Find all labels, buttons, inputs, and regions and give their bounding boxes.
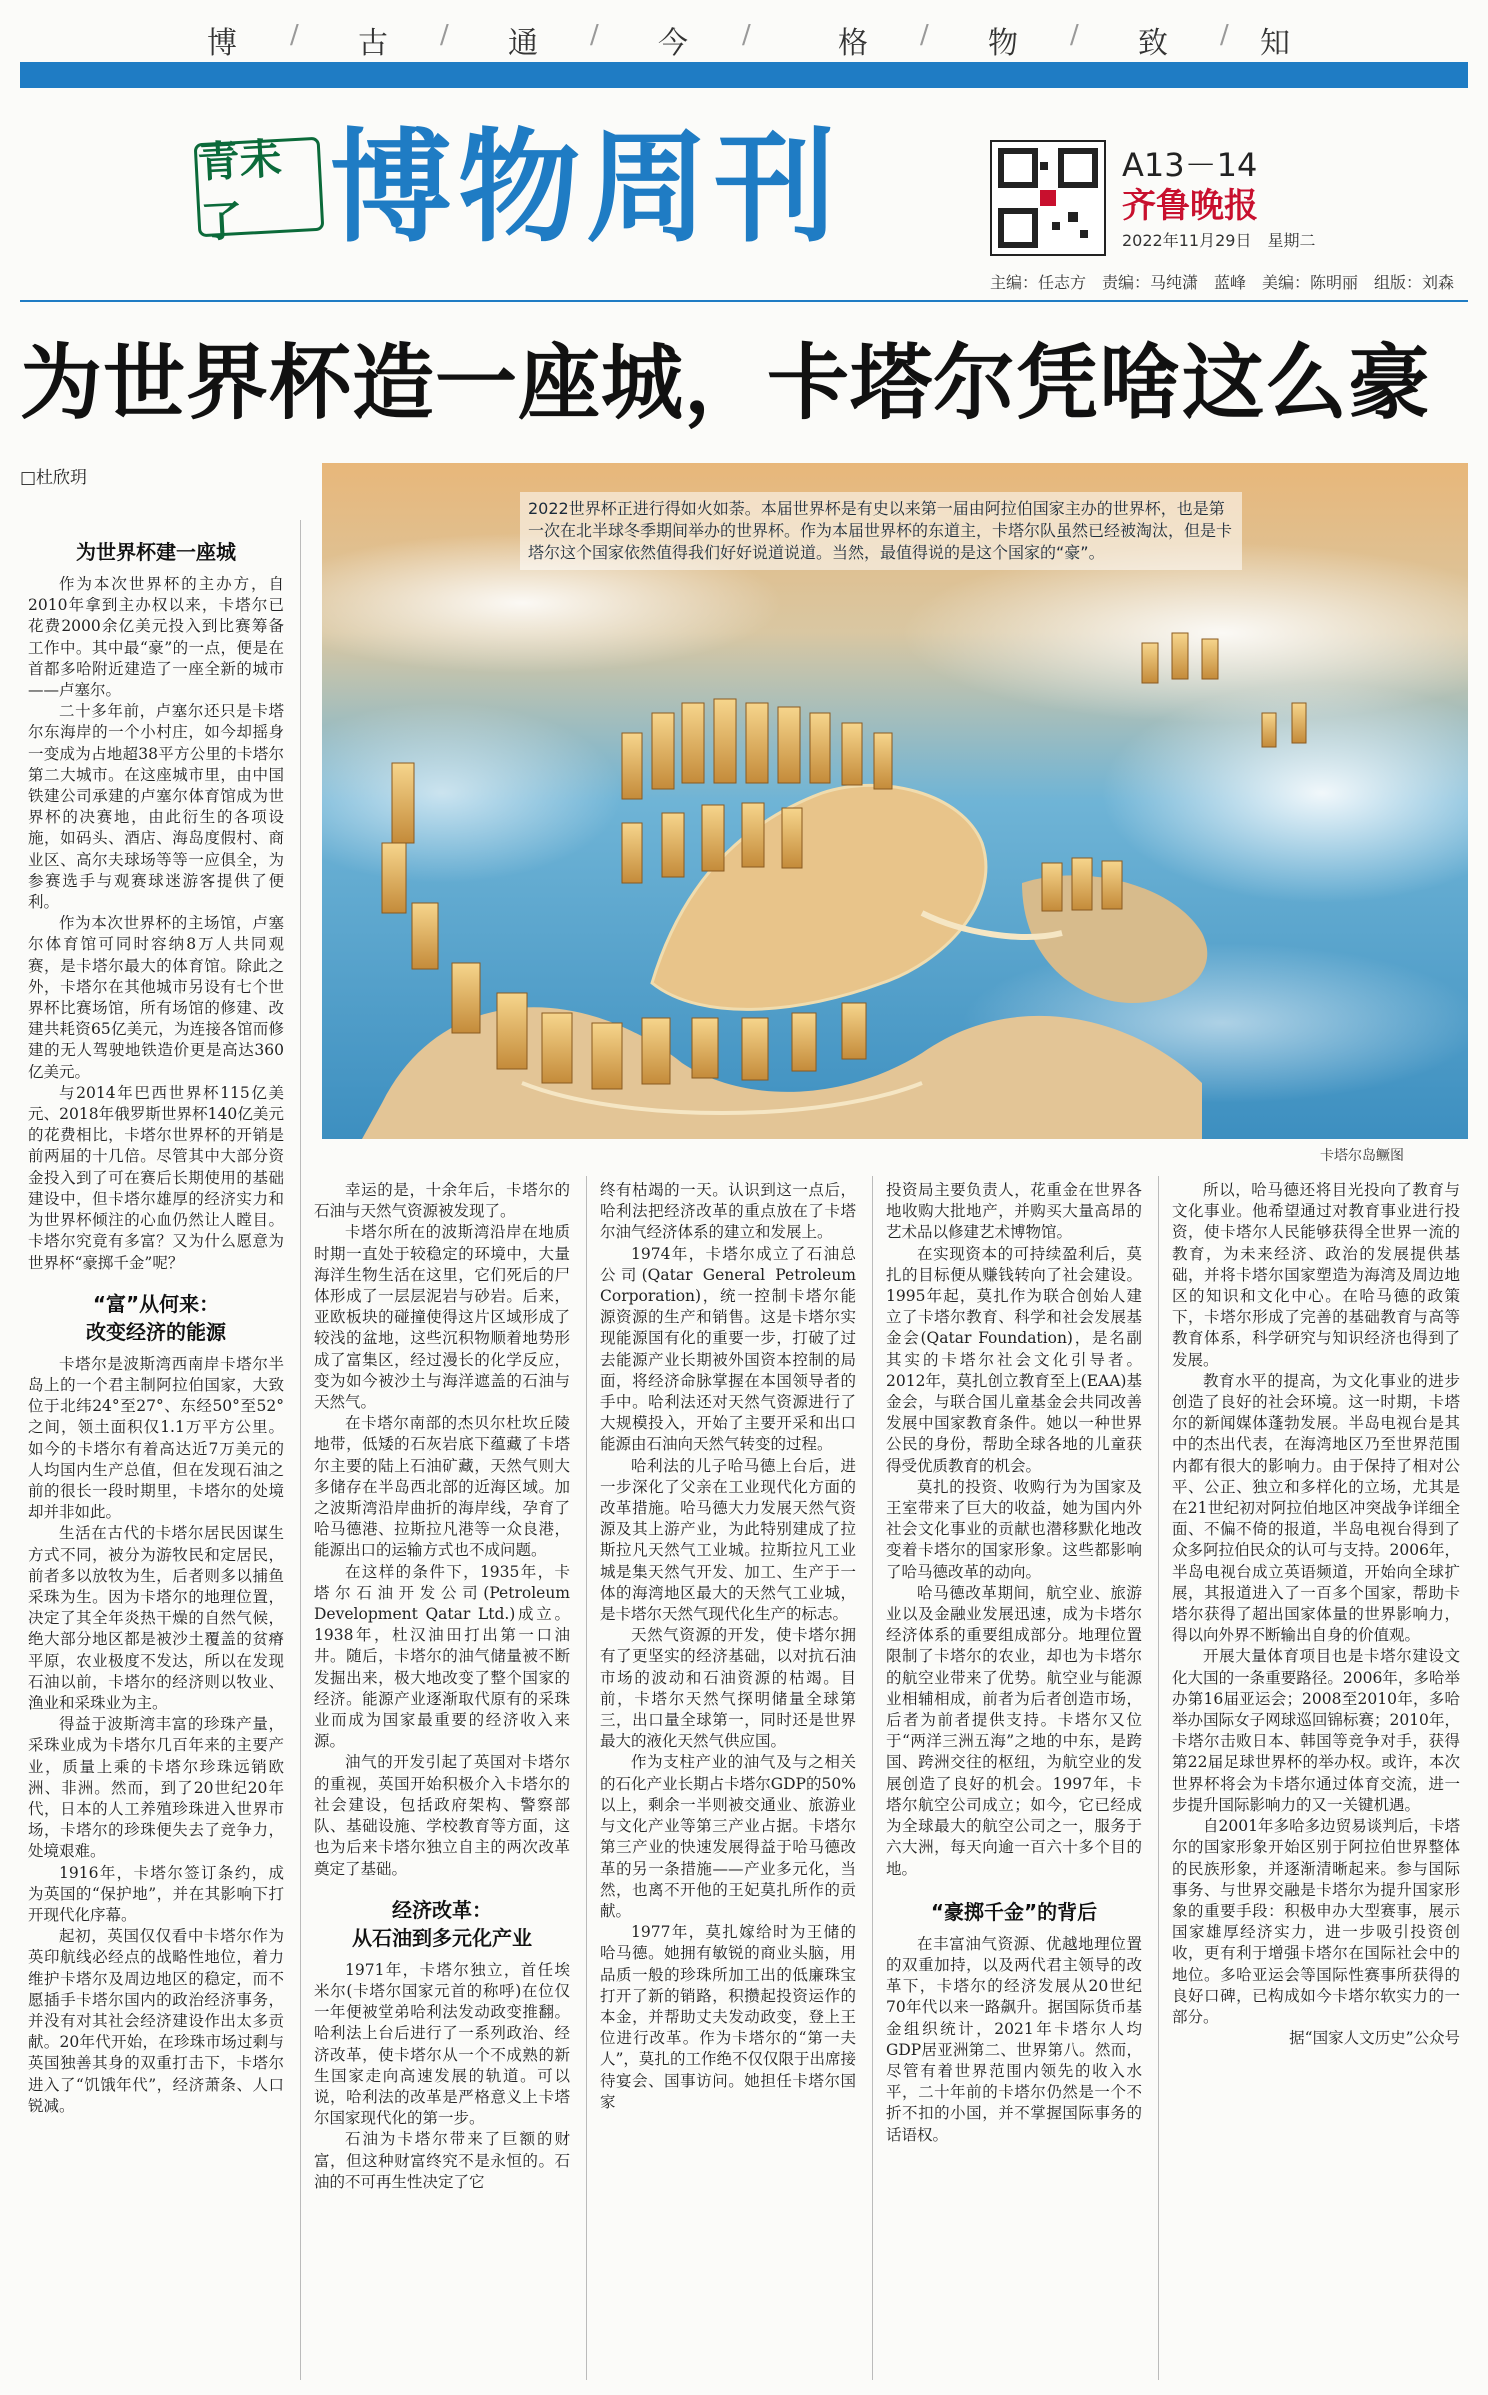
paragraph: 得益于波斯湾丰富的珍珠产量，采珠业成为卡塔尔几百年来的主要产业，质量上乘的卡塔尔珍珠远销欧洲、非洲。然而，到了20世纪20年代，日本的人工养殖珍珠进入世界市场，卡塔尔的珍珠便失去了竞争力，处境艰难。 <box>28 1715 284 1861</box>
paragraph: 作为本次世界杯的主场馆，卢塞尔体育馆可同时容纳8万人共同观赛，是卡塔尔最大的体育馆。除此之外，卡塔尔在其他城市另设有七个世界杯比赛场馆，所有场馆的修建、改建共耗资65亿美元，为连接各馆而修建的无人驾驶地铁造价更是高达360亿美元。 <box>28 914 284 1081</box>
section-logo: 青未了 <box>194 137 325 237</box>
editor-credits: 主编：任志方 责编：马纯潇 蓝峰 美编：陈明丽 组版：刘森 <box>990 273 1455 292</box>
article-column-5 <box>1172 1180 1460 2049</box>
newspaper-name: 齐鲁晚报 <box>1122 186 1258 226</box>
paragraph: 在丰富油气资源、优越地理位置的双重加持，以及两代君主领导的改革下，卡塔尔的经济发展从20世纪70年代以来一路飙升。据国际货币基金组织统计，2021年卡塔尔人均GDP居亚洲第二、世界第八。然而，尽管有着世界范围内领先的收入水平，二十年前的卡塔尔仍然是一个不折不扣的小国，并不掌握国际事务的话语权。 <box>886 1934 1142 2144</box>
paragraph: 终有枯竭的一天。认识到这一点后，哈利法把经济改革的重点放在了卡塔尔油气经济体系的建立和发展上。 <box>600 1181 856 1242</box>
paragraph: 1977年，莫扎嫁给时为王储的哈马德。她拥有敏锐的商业头脑，用品质一般的珍珠所加工出的低廉珠宝打开了新的销路，积攒起投资运作的本金，并帮助丈夫发动政变，登上王位进行改革。作为卡塔尔的“第一夫人”，莫扎的工作绝不仅仅限于出席接待宴会、国事访问。她担任卡塔尔国家 <box>600 1923 856 2111</box>
motto-char: 格 <box>838 26 868 61</box>
article-column-4 <box>886 1180 1142 2146</box>
motto-char: 物 <box>988 26 1018 61</box>
subheading: 从石油到多元化产业 <box>352 1925 532 1950</box>
column-rule <box>300 520 301 2380</box>
article-column-1 <box>28 528 284 2117</box>
paragraph: 二十多年前，卢塞尔还只是卡塔尔东海岸的一个小村庄，如今却摇身一变成为占地超38平方公里的卡塔尔第二大城市。在这座城市里，由中国铁建公司承建的卢塞尔体育馆成为世界杯的决赛地，由此衍生的各项设施，如码头、酒店、海岛度假村、商业区、高尔夫球场等等一应俱全，为参赛选手与观赛球迷游客提供了便利。 <box>28 702 284 912</box>
paragraph: 油气的开发引起了英国对卡塔尔的重视，英国开始积极介入卡塔尔的社会建设，包括政府架构、警察部队、基础设施、学校教育等方面，这也为后来卡塔尔独立自主的两次改革奠定了基础。 <box>314 1753 570 1878</box>
paragraph: 所以，哈马德还将目光投向了教育与文化事业。他希望通过对教育事业进行投资，使卡塔尔人民能够获得全世界一流的教育，为未来经济、政治的发展提供基础，并将卡塔尔国家塑造为海湾及周边地区的知识和文化中心。在哈马德的政策下，卡塔尔形成了完善的基础教育与高等教育体系，科学研究与知识经济也得到了发展。 <box>1172 1181 1460 1369</box>
motto-char: 博 <box>207 26 237 61</box>
motto-separator: / <box>590 20 599 50</box>
divider <box>20 300 1468 302</box>
paragraph: 1916年，卡塔尔签订条约，成为英国的“保护地”，并在其影响下打开现代化序幕。 <box>28 1863 284 1924</box>
paragraph: 教育水平的提高，为文化事业的进步创造了良好的社会环境。这一时期，卡塔尔的新闻媒体蓬勃发展。半岛电视台是其中的杰出代表，在海湾地区乃至世界范围内都有很大的影响力。由于保持了相对公平、公正、独立和多样化的立场，尤其是在21世纪初对阿拉伯地区冲突战争详细全面、不偏不倚的报道，半岛电视台得到了众多阿拉伯民众的认可与支持。2006年，半岛电视台成立英语频道，开始向全球扩展，其报道进入了一百多个国家，帮助卡塔尔获得了超出国家体量的世界影响力，得以向外界不断输出自身的价值观。 <box>1172 1371 1460 1645</box>
paragraph: 在卡塔尔南部的杰贝尔杜坎丘陵地带，低矮的石灰岩底下蕴藏了卡塔尔主要的陆上石油矿藏，天然气则大多储存在半岛西北部的近海区域。加之波斯湾沿岸曲折的海岸线，孕育了哈马德港、拉斯拉凡港等一众良港，能源出口的运输方式也不成问题。 <box>314 1414 570 1560</box>
paragraph: 在这样的条件下，1935年，卡塔尔石油开发公司(Petroleum Development Qatar Ltd.)成立。1938年，杜汉油田打出第一口油井。随后，卡塔尔的油气储量被不断发掘出来，极大地改变了整个国家的经济。能源产业逐渐取代原有的采珠业而成为国家最重要的经济收入来源。 <box>314 1562 570 1751</box>
paragraph: 幸运的是，十余年后，卡塔尔的石油与天然气资源被发现了。 <box>314 1181 570 1221</box>
motto-char: 古 <box>358 26 388 61</box>
paragraph: 石油为卡塔尔带来了巨额的财富，但这种财富终究不是永恒的。石油的不可再生性决定了它 <box>314 2130 570 2191</box>
paragraph: 自2001年多哈多边贸易谈判后，卡塔尔的国家形象开始区别于阿拉伯世界整体的民族形象，并逐渐清晰起来。参与国际事务、与世界交融是卡塔尔为提升国家形象的重要手段：积极申办大型赛事，展示国家雄厚经济实力，进一步吸引投资创收，更有利于增强卡塔尔在国际社会中的地位。多哈亚运会等国际性赛事所获得的良好口碑，已构成如今卡塔尔软实力的一部分。 <box>1172 1817 1460 2026</box>
qr-code-icon[interactable] <box>990 140 1106 256</box>
subheading: 经济改革： <box>392 1897 492 1922</box>
intro-paragraph: 2022世界杯正进行得如火如荼。本届世界杯是有史以来第一届由阿拉伯国家主办的世界杯，也是第一次在北半球冬季期间举办的世界杯。作为本届世界杯的东道主，卡塔尔队虽然已经被淘汰，但是卡塔尔这个国家依然值得我们好好说道说道。当然，最值得说的是这个国家的“豪”。 <box>520 492 1242 570</box>
paragraph: 与2014年巴西世界杯115亿美元、2018年俄罗斯世界杯140亿美元的花费相比，卡塔尔世界杯的开销是前两届的十几倍。尽管其中大部分资金投入到了可在赛后长期使用的基础建设中，但卡塔尔雄厚的经济实力和为世界杯倾注的心血仍然让人瞠目。卡塔尔究竟有多富？又为什么愿意为世界杯“豪掷千金”呢？ <box>28 1083 284 1272</box>
source-credit: 据“国家人文历史”公众号 <box>1289 2029 1460 2048</box>
masthead-title: 博物周刊 <box>330 117 842 259</box>
header-band <box>20 62 1468 88</box>
motto-separator: / <box>920 20 929 50</box>
article-column-2 <box>314 1180 570 2193</box>
paragraph: 1974年，卡塔尔成立了石油总公司(Qatar General Petroleum Corporation)，统一控制卡塔尔能源资源的生产和销售。这是卡塔尔实现能源国有化的重要一步，打破了过去能源产业长期被外国资本控制的局面，将经济命脉掌握在本国领导者的手中。哈利法还对天然气资源进行了大规模投入，开始了主要开采和出口能源由石油向天然气转变的过程。 <box>600 1244 856 1454</box>
subheading: 改变经济的能源 <box>86 1319 226 1344</box>
column-rule <box>1158 1176 1159 2380</box>
motto-separator: / <box>1070 20 1079 50</box>
paragraph: 哈马德改革期间，航空业、旅游业以及金融业发展迅速，成为卡塔尔经济体系的重要组成部分。地理位置限制了卡塔尔的农业，却也为卡塔尔的航空业带来了优势。航空业与能源业相辅相成，前者为后者创造市场，后者为前者提供支持。卡塔尔又位于“两洋三洲五海”之地的中东，是跨国、跨洲交往的枢纽，为航空业的发展创造了良好的机会。1997年，卡塔尔航空公司成立；如今，它已经成为全球最大的航空公司之一，服务于六大洲，每天向逾一百六十多个目的地。 <box>886 1583 1142 1878</box>
page-number: A13－14 <box>1122 146 1258 184</box>
paragraph: 卡塔尔所在的波斯湾沿岸在地质时期一直处于较稳定的环境中，大量海洋生物生活在这里，它们死后的尸体形成了一层层泥岩与砂岩。后来，亚欧板块的碰撞使得这片区域形成了较浅的盆地，这些沉积物顺着地势形成了富集区，经过漫长的化学反应，变为如今被沙土与海洋遮盖的石油与天然气。 <box>314 1223 570 1412</box>
article-column-3 <box>600 1180 856 2113</box>
paragraph: 生活在古代的卡塔尔居民因谋生方式不同，被分为游牧民和定居民，前者多以放牧为生，后者则多以捕鱼采珠为生。因为卡塔尔的地理位置，决定了其全年炎热干燥的自然气候，绝大部分地区都是被沙土覆盖的贫瘠平原，农业极度不发达，所以在发现石油以前，卡塔尔的经济则以牧业、渔业和采珠业为主。 <box>28 1524 284 1712</box>
motto-char: 致 <box>1138 26 1168 61</box>
motto-separator: / <box>742 20 751 50</box>
motto-separator: / <box>440 20 449 50</box>
paragraph: 在实现资本的可持续盈利后，莫扎的目标便从赚钱转向了社会建设。1995年起，莫扎作为联合创始人建立了卡塔尔教育、科学和社会发展基金会(Qatar Foundation)，是名副其实的卡塔尔社会文化引导者。2012年，莫扎创立教育至上(EAA)基金会，与联合国儿童基金会共同改善发展中国家教育条件。她以一种世界公民的身份，帮助全球各地的儿童获得受优质教育的机会。 <box>886 1244 1142 1475</box>
motto-separator: / <box>1220 20 1229 50</box>
motto-char: 通 <box>508 26 538 61</box>
paragraph: 作为本次世界杯的主办方，自2010年拿到主办权以来，卡塔尔已花费2000余亿美元投入到比赛筹备工作中。其中最“豪”的一点，便是在首都多哈附近建造了一座全新的城市——卢塞尔。 <box>28 575 284 700</box>
subheading: “豪掷千金”的背后 <box>930 1899 1098 1924</box>
paragraph: 哈利法的儿子哈马德上台后，进一步深化了父亲在工业现代化方面的改革措施。哈马德大力发展天然气资源及其上游产业，为此特别建成了拉斯拉凡天然气工业城。拉斯拉凡工业城是集天然气开发、加工、生产于一体的海湾地区最大的天然气工业城，是卡塔尔天然气现代化生产的标志。 <box>600 1456 856 1624</box>
paragraph: 天然气资源的开发，使卡塔尔拥有了更坚实的经济基础，以对抗石油市场的波动和石油资源的枯竭。目前，卡塔尔天然气探明储量全球第三，出口量全球第一，同时还是世界最大的液化天然气供应国。 <box>600 1626 856 1751</box>
paragraph: 卡塔尔是波斯湾西南岸卡塔尔半岛上的一个君主制阿拉伯国家，大致位于北纬24°至27°、东经50°至52°之间，领土面积仅1.1万平方公里。如今的卡塔尔有着高达近7万美元的人均国内生产总值，但在发现石油之前的很长一段时期里，卡塔尔的处境却并非如此。 <box>28 1354 284 1522</box>
motto-char: 知 <box>1260 26 1290 61</box>
paragraph: 作为支柱产业的油气及与之相关的石化产业长期占卡塔尔GDP的50%以上，剩余一半则被交通业、旅游业与文化产业等第三产业占据。卡塔尔第三产业的快速发展得益于哈马德改革的另一条措施——产业多元化，当然，也离不开他的王妃莫扎所作的贡献。 <box>600 1753 856 1920</box>
column-rule <box>586 1176 587 2380</box>
photo-caption: 卡塔尔岛鳜图 <box>1320 1148 1404 1164</box>
paragraph: 起初，英国仅仅看中卡塔尔作为英印航线必经点的战略性地位，着力维护卡塔尔及周边地区的稳定，而不愿插手卡塔尔国内的政治经济事务，并没有对其社会经济建设作出太多贡献。20年代开始，在珍珠市场过剩与英国独善其身的双重打击下，卡塔尔进入了“饥饿年代”，经济萧条、人口锐减。 <box>28 1927 284 2115</box>
issue-date: 2022年11月29日 星期二 <box>1122 231 1316 250</box>
paragraph: 1971年，卡塔尔独立，首任埃米尔(卡塔尔国家元首的称呼)在位仅一年便被堂弟哈利法发动政变推翻。哈利法上台后进行了一系列政治、经济改革，使卡塔尔从一个不成熟的新生国家走向高速发展的轨道。可以说，哈利法的改革是严格意义上卡塔尔国家现代化的第一步。 <box>314 1960 570 2128</box>
motto-separator: / <box>290 20 299 50</box>
motto-char: 今 <box>658 26 688 61</box>
headline: 为世界杯造一座城，卡塔尔凭啥这么豪 <box>20 335 1432 431</box>
paragraph: 投资局主要负责人，花重金在世界各地收购大批地产，并购买大量高昂的艺术品以修建艺术博物馆。 <box>886 1181 1142 1242</box>
paragraph: 莫扎的投资、收购行为为国家及王室带来了巨大的收益，她为国内外社会文化事业的贡献也潜移默化地改变着卡塔尔的国家形象。这些都影响了哈马德改革的动向。 <box>886 1477 1142 1581</box>
subheading: “富”从何来： <box>92 1291 220 1316</box>
paragraph: 开展大量体育项目也是卡塔尔建设文化大国的一条重要路径。2006年，多哈举办第16届亚运会；2008至2010年，多哈举办国际女子网球巡回锦标赛；2010年，卡塔尔击败日本、韩国等竞争对手，获得第22届足球世界杯的举办权。或许，本次世界杯将会为卡塔尔通过体育交流，进一步提升国际影响力的又一关键机遇。 <box>1172 1647 1460 1814</box>
byline: □杜欣玥 <box>20 468 88 488</box>
column-rule <box>872 1176 873 2380</box>
subheading: 为世界杯建一座城 <box>76 540 236 564</box>
